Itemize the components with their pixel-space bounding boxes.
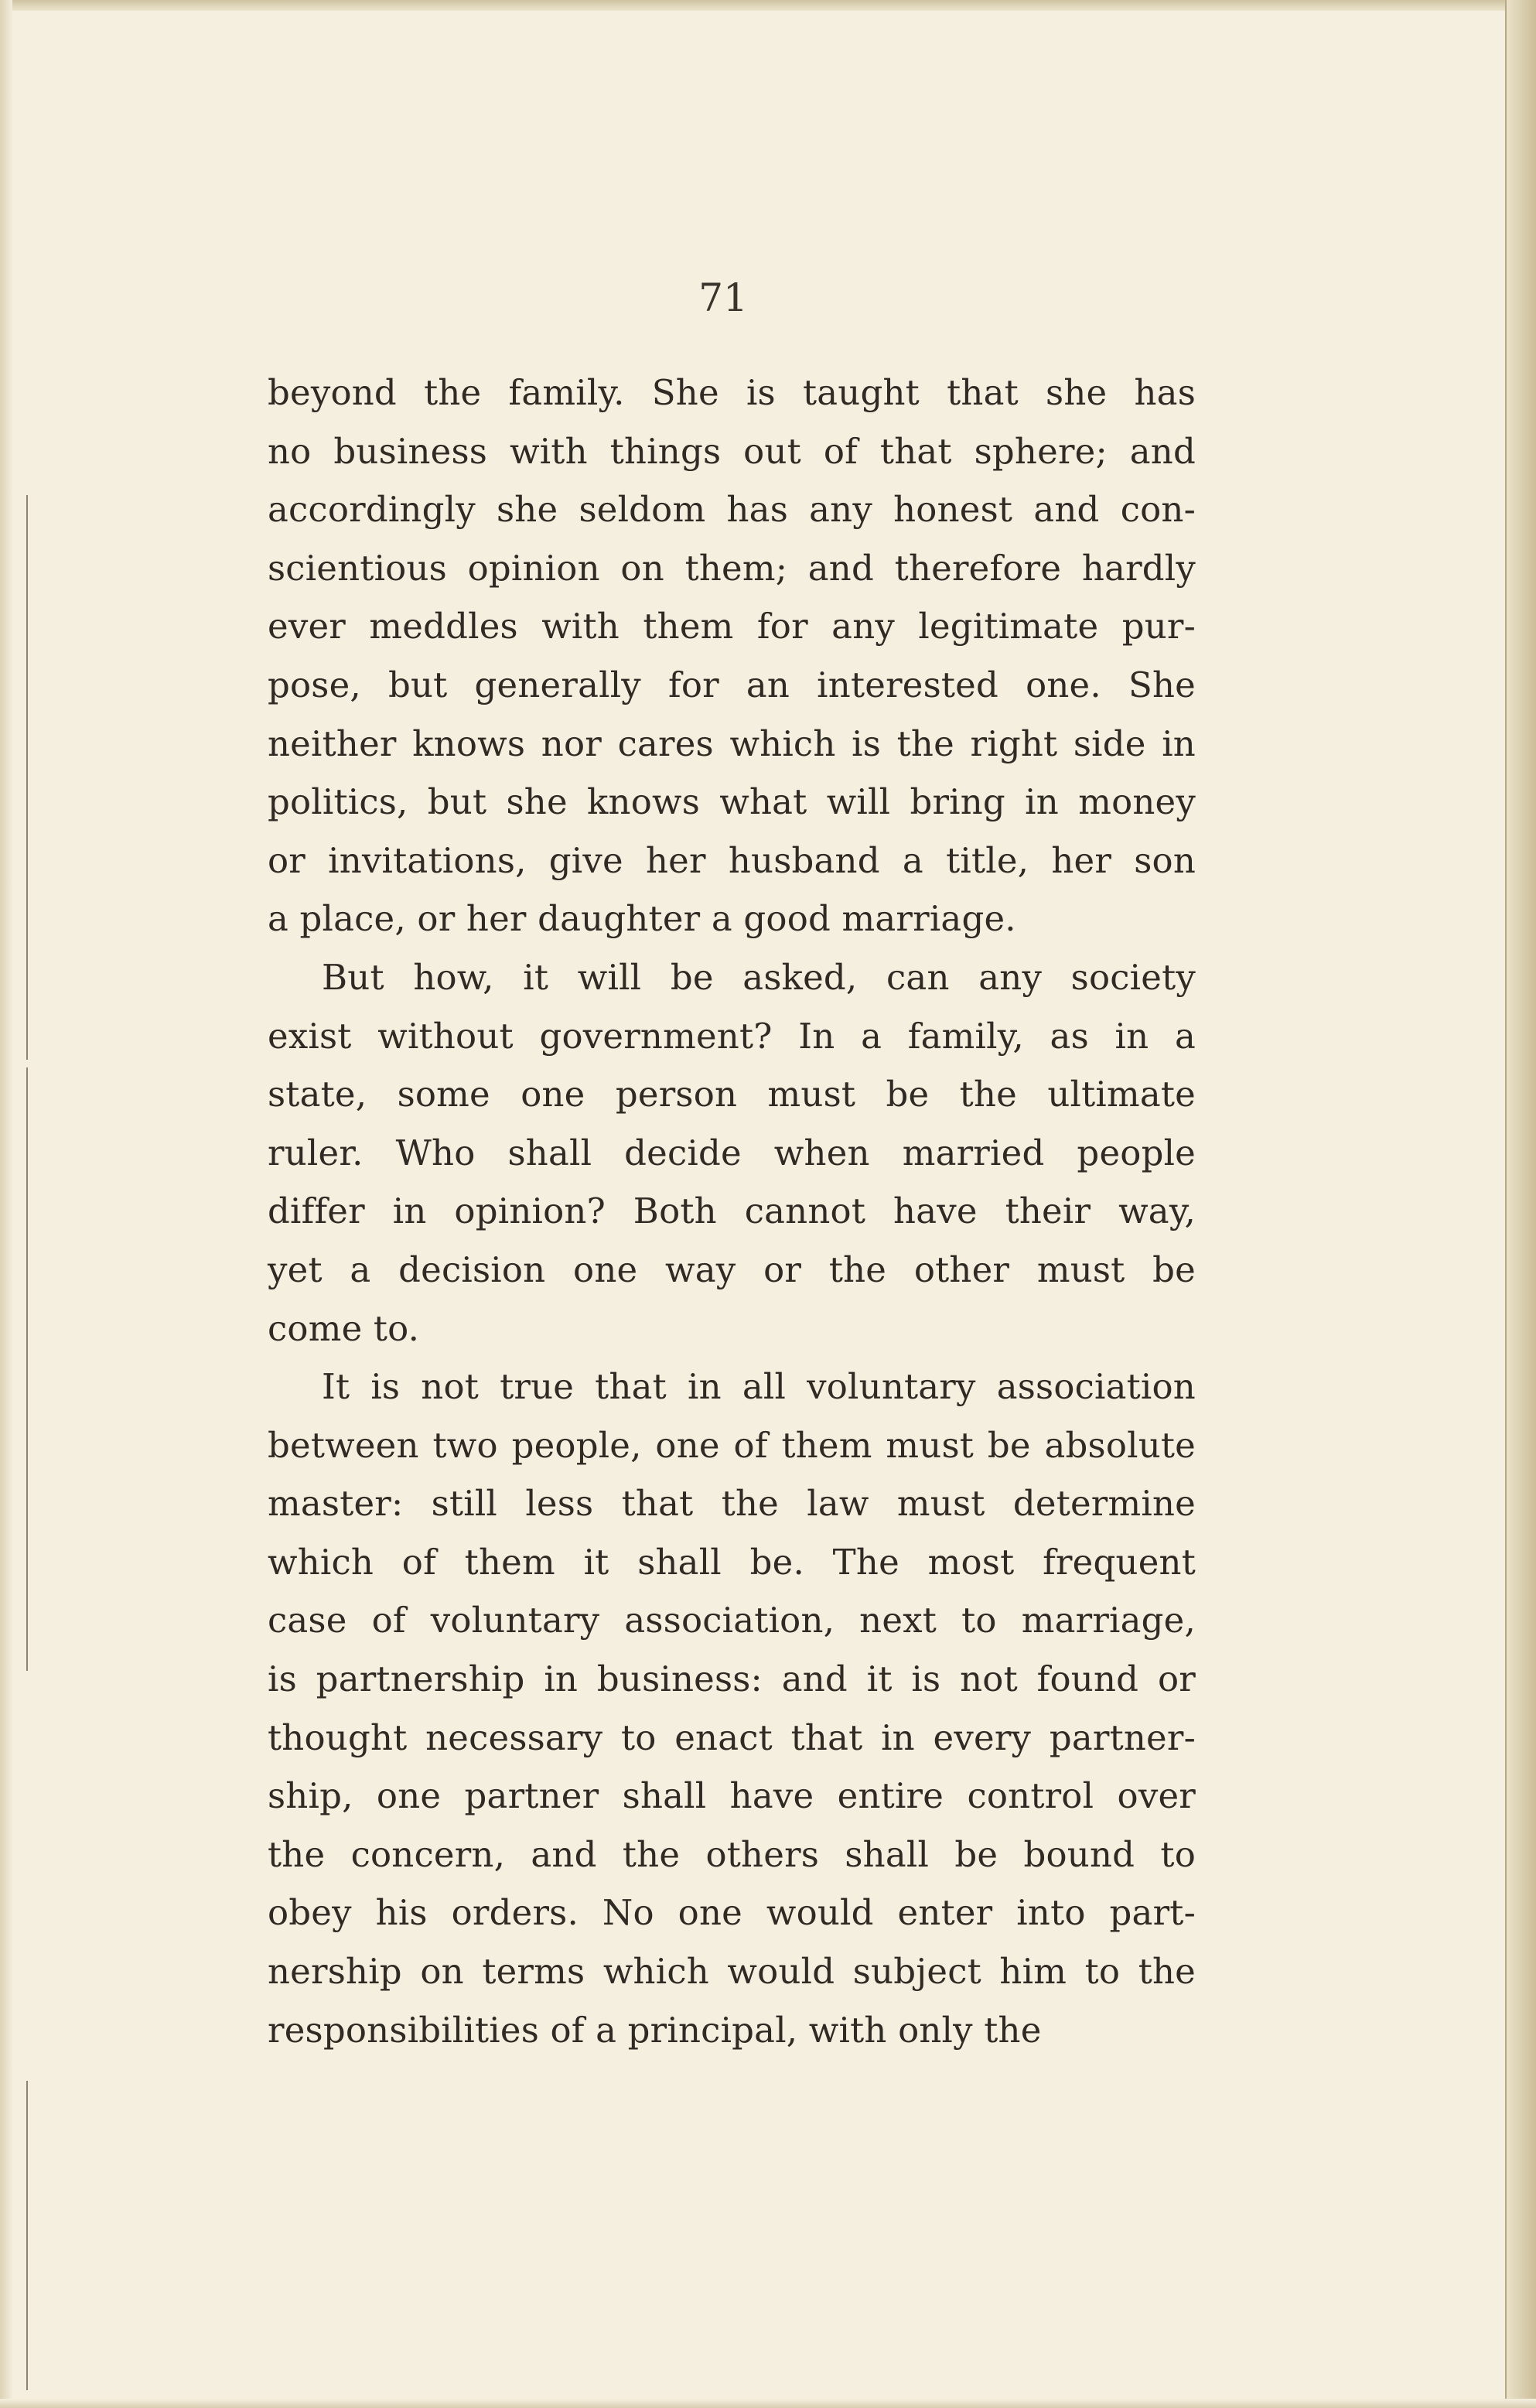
paragraph [268, 364, 1196, 948]
paragraph [268, 1358, 1196, 2059]
text-line: obey his orders. No one would enter into part- [268, 1892, 1196, 1934]
text-line: It is not true that in all voluntary association [322, 1366, 1196, 1408]
text-line: which of them it shall be. The most frequent [268, 1541, 1196, 1583]
paragraph [268, 948, 1196, 1358]
text-line: state, some one person must be the ultimate [268, 1074, 1196, 1115]
text-line: between two people, one of them must be absolute [268, 1424, 1196, 1466]
page-bottom-edge [0, 2399, 1536, 2408]
text-line: exist without government? In a family, as in a [268, 1015, 1196, 1057]
text-line: is partnership in business: and it is not found or [268, 1658, 1196, 1700]
text-line: differ in opinion? Both cannot have their way, [268, 1190, 1196, 1232]
text-line: scientious opinion on them; and therefore hardly [268, 547, 1196, 589]
text-line: ever meddles with them for any legitimate pur- [268, 606, 1196, 647]
text-line: nership on terms which would subject him to the [268, 1951, 1196, 1993]
page-number: 71 [698, 275, 748, 320]
page-left-edge [0, 0, 12, 2408]
page-right-edge [1505, 0, 1536, 2408]
text-line: case of voluntary association, next to marriage, [268, 1600, 1196, 1641]
text-line: yet a decision one way or the other must be [268, 1248, 1196, 1290]
text-line: pose, but generally for an interested one. She [268, 664, 1196, 705]
text-line: no business with things out of that sphere; and [268, 430, 1196, 472]
gutter-line [26, 495, 28, 1060]
text-line: master: still less that the law must determine [268, 1483, 1196, 1525]
text-line: responsibilities of a principal, with only the [268, 2009, 1042, 2051]
text-line: politics, but she knows what will bring in money [268, 781, 1196, 823]
text-line: beyond the family. She is taught that she has [268, 372, 1196, 413]
text-line: the concern, and the others shall be bound to [268, 1833, 1196, 1875]
text-line: or invitations, give her husband a title, her son [268, 839, 1196, 881]
text-line: accordingly she seldom has any honest and con- [268, 489, 1196, 531]
gutter-line [26, 1067, 28, 1671]
text-line: a place, or her daughter a good marriage. [268, 898, 1016, 940]
text-line: thought necessary to enact that in every partner- [268, 1716, 1196, 1758]
text-line: But how, it will be asked, can any society [322, 956, 1196, 998]
page-top-edge [0, 0, 1536, 11]
body-text [268, 364, 1196, 2059]
text-line: neither knows nor cares which is the right side in [268, 722, 1196, 764]
gutter-line [26, 2081, 28, 2390]
text-line: ship, one partner shall have entire control over [268, 1775, 1196, 1817]
text-line: come to. [268, 1307, 420, 1349]
text-line: ruler. Who shall decide when married people [268, 1132, 1196, 1173]
